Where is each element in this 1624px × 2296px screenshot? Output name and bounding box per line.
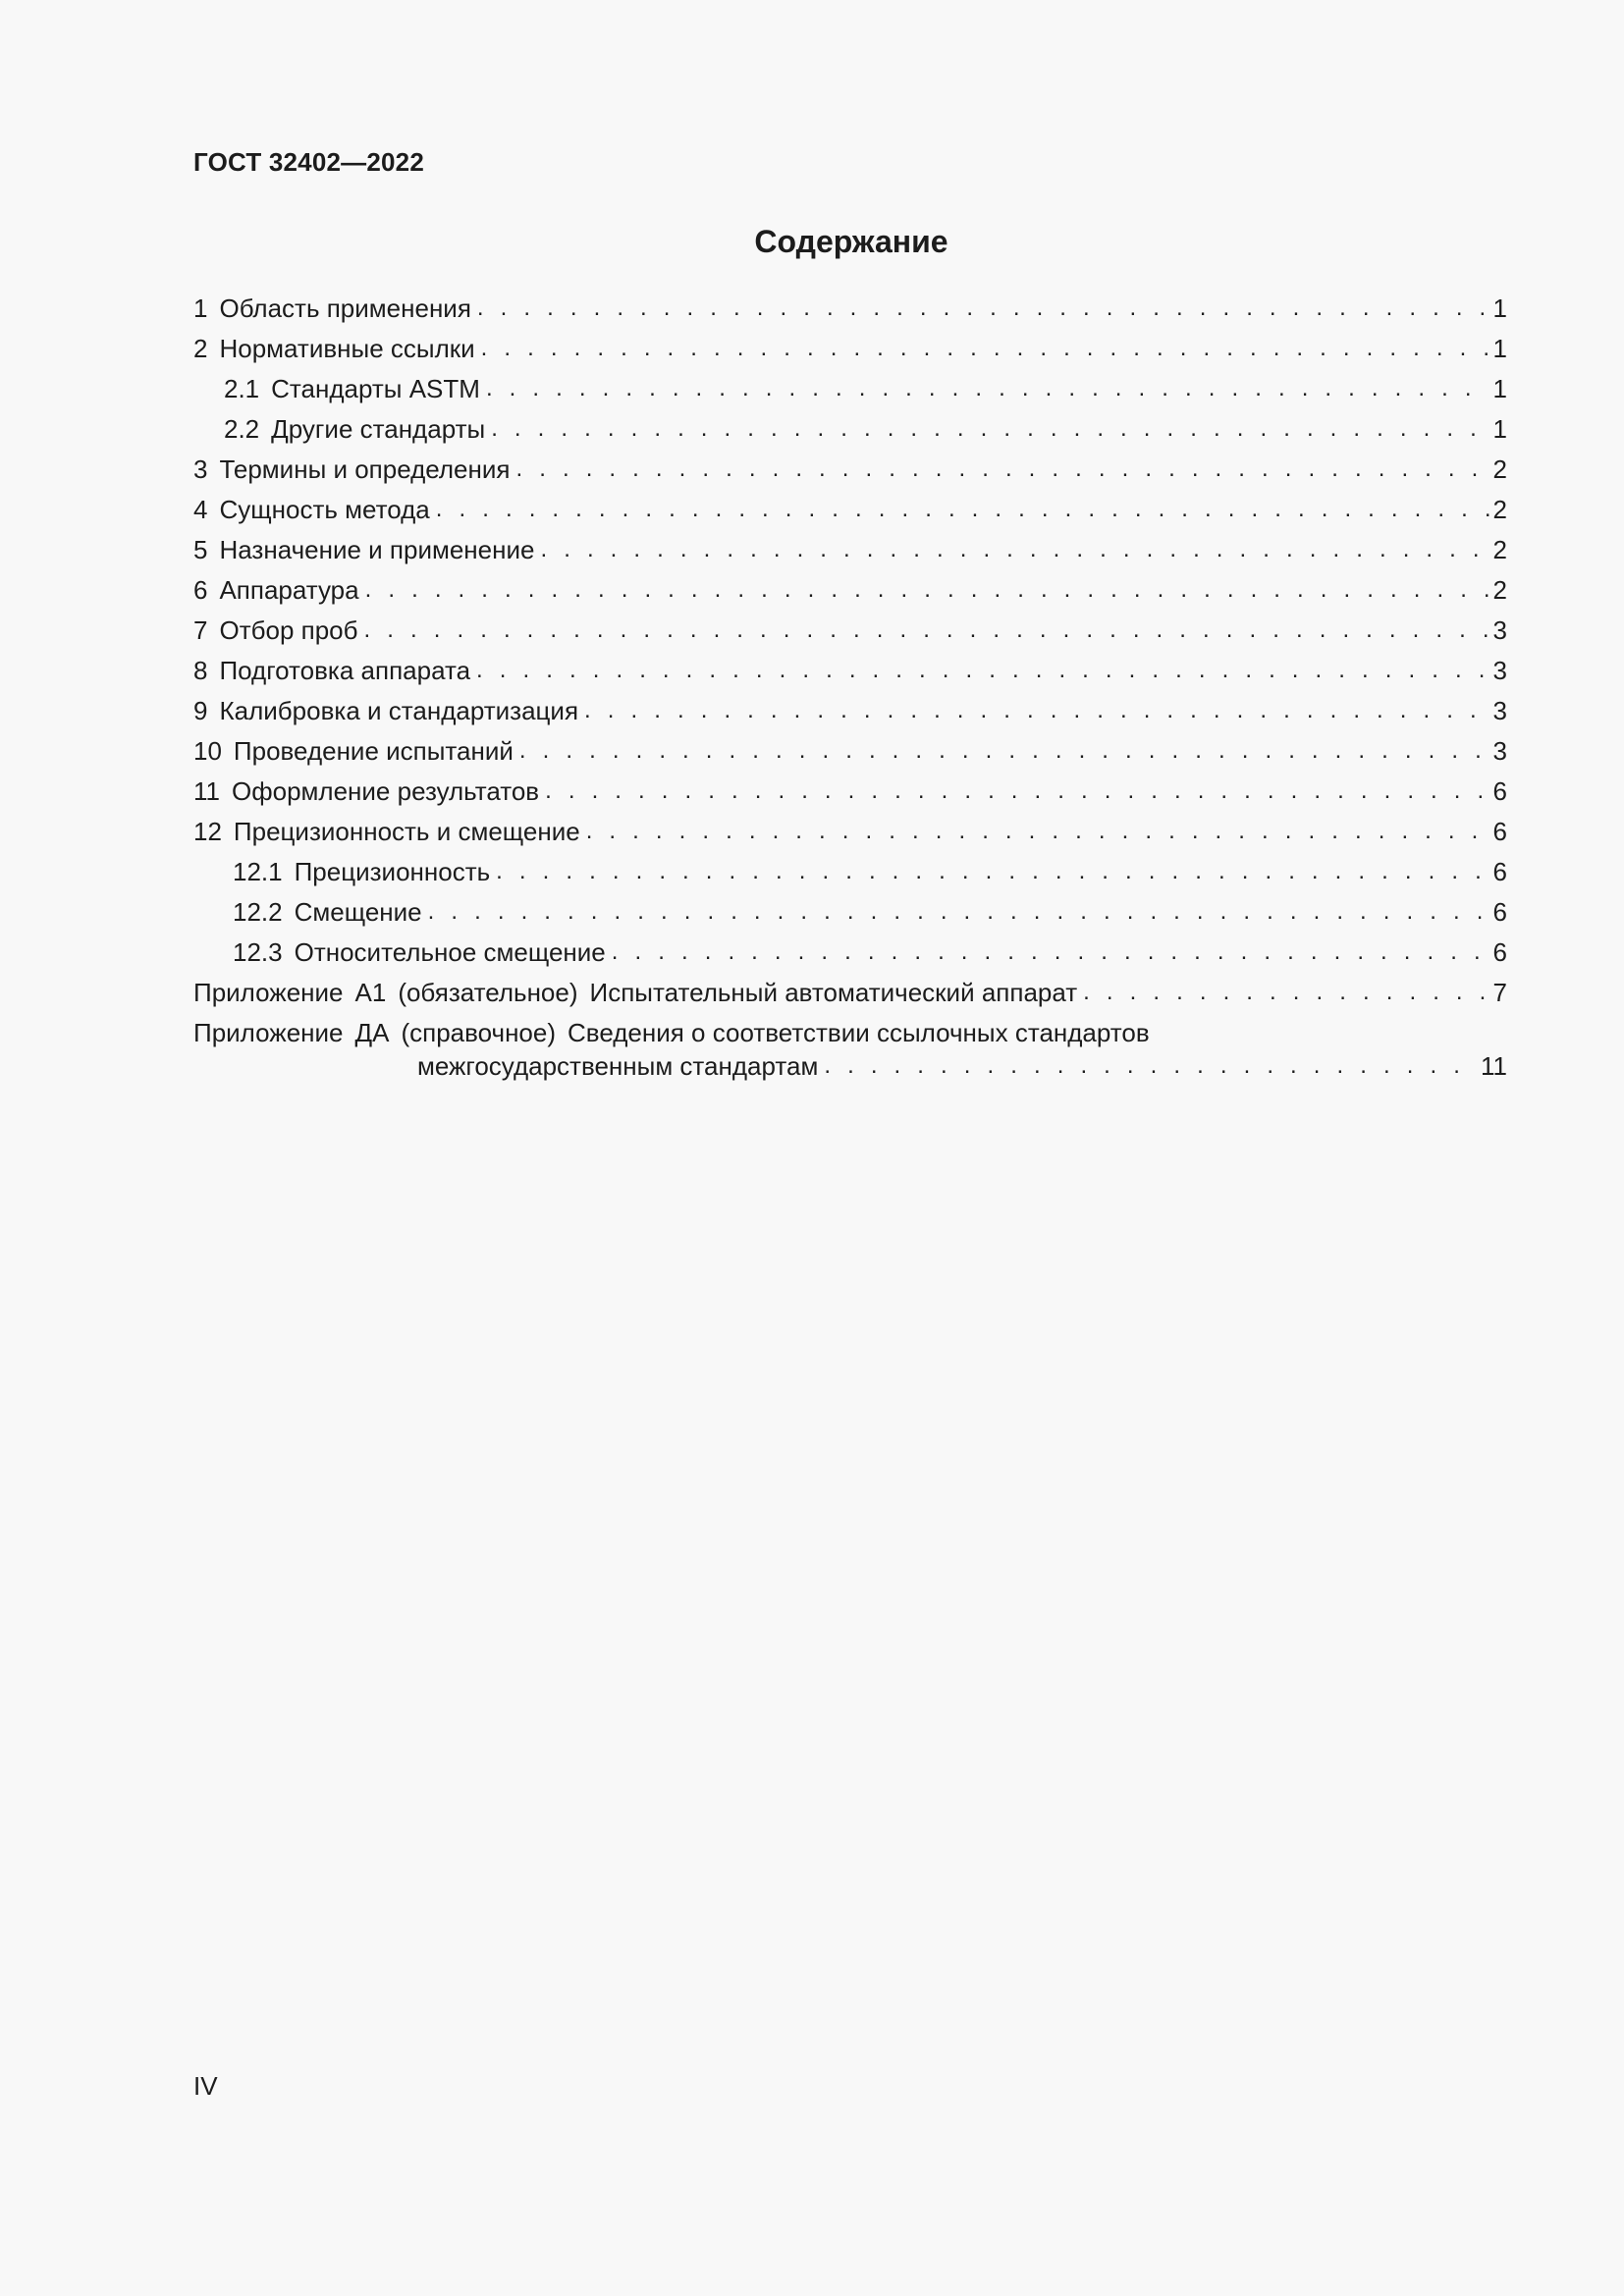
dot-leader <box>486 372 1489 405</box>
toc-entry-number: 11 <box>193 776 220 806</box>
toc-entry[interactable] <box>193 446 1507 486</box>
appendix-code: ДА <box>354 1018 390 1047</box>
toc-entry-number: 3 <box>193 454 208 484</box>
appendix-title-line1: Сведения о соответствии ссылочных стандартов <box>568 1018 1150 1047</box>
toc-entry-page: 6 <box>1492 937 1507 967</box>
toc-entry-number: 12.2 <box>233 897 283 927</box>
toc-entry-page: 7 <box>1492 978 1507 1007</box>
toc-entry-title: Калибровка и стандартизация <box>219 696 579 725</box>
toc-entry-page: 2 <box>1492 575 1507 605</box>
toc-entry[interactable] <box>193 768 1507 808</box>
toc-entry-title: Относительное смещение <box>294 937 606 967</box>
appendix-status: (обязательное) <box>398 978 578 1007</box>
toc-entry-number: 1 <box>193 294 208 323</box>
toc-subentry[interactable] <box>193 405 1507 446</box>
toc-entry-number: 2 <box>193 334 208 363</box>
toc-entry-title: Аппаратура <box>219 575 359 605</box>
dot-leader <box>612 935 1489 969</box>
toc-subentry[interactable] <box>193 365 1507 405</box>
toc-entry-title: Термины и определения <box>219 454 511 484</box>
toc-entry-title: Прецизионность и смещение <box>233 817 580 846</box>
toc-entry-title: Сущность метода <box>219 495 430 524</box>
toc-entry-number: 12.3 <box>233 937 283 967</box>
dot-leader <box>586 815 1489 848</box>
appendix-status: (справочное) <box>401 1018 557 1047</box>
toc-entry-title: Стандарты ASTM <box>271 374 480 403</box>
toc-entry[interactable] <box>193 325 1507 365</box>
toc-appendix-a1[interactable] <box>193 969 1507 1009</box>
toc-entry[interactable] <box>193 647 1507 687</box>
toc-entry-number: 12.1 <box>233 857 283 886</box>
toc-entry-title: Смещение <box>294 897 422 927</box>
toc-title: Содержание <box>754 224 948 259</box>
dot-leader <box>481 332 1489 365</box>
toc-entry-title: Прецизионность <box>294 857 491 886</box>
toc-entry-page: 2 <box>1492 535 1507 564</box>
toc-entry[interactable] <box>193 566 1507 607</box>
dot-leader <box>428 895 1489 929</box>
appendix-label: Приложение <box>193 978 344 1007</box>
toc-entry[interactable] <box>193 486 1507 526</box>
toc-entry-title: Другие стандарты <box>271 414 486 444</box>
toc-subentry[interactable] <box>193 888 1507 929</box>
toc-entry-title: Область применения <box>219 294 471 323</box>
toc-entry-title: Отбор проб <box>219 615 358 645</box>
toc-entry-page: 2 <box>1492 495 1507 524</box>
toc-entry-number: 2.2 <box>224 414 260 444</box>
toc-entry-number: 2.1 <box>224 374 260 403</box>
toc-entry-page: 3 <box>1492 615 1507 645</box>
dot-leader <box>476 654 1489 687</box>
toc-entry-page: 3 <box>1492 656 1507 685</box>
toc-entry-page: 6 <box>1492 817 1507 846</box>
dot-leader <box>515 453 1489 486</box>
toc-entry-page: 3 <box>1492 736 1507 766</box>
dot-leader <box>584 694 1489 727</box>
toc-entry[interactable] <box>193 687 1507 727</box>
toc-entry-title: Оформление результатов <box>232 776 540 806</box>
dot-leader <box>364 614 1489 647</box>
table-of-contents <box>193 285 1507 1083</box>
appendix-title-line2: межгосударственным стандартам <box>417 1051 819 1081</box>
toc-entry-page: 1 <box>1492 334 1507 363</box>
toc-entry-number: 5 <box>193 535 208 564</box>
toc-appendix-da[interactable] <box>193 1016 1507 1083</box>
toc-entry-number: 12 <box>193 817 222 846</box>
toc-entry-number: 9 <box>193 696 208 725</box>
appendix-label: Приложение <box>193 1018 344 1047</box>
dot-leader <box>824 1049 1477 1083</box>
toc-entry-page: 6 <box>1492 776 1507 806</box>
toc-entry-number: 8 <box>193 656 208 685</box>
toc-entry-title: Проведение испытаний <box>233 736 514 766</box>
dot-leader <box>491 412 1489 446</box>
toc-entry-page: 1 <box>1492 414 1507 444</box>
toc-entry-page: 11 <box>1481 1051 1507 1081</box>
dot-leader <box>365 573 1489 607</box>
toc-entry[interactable] <box>193 285 1507 325</box>
toc-entry-number: 7 <box>193 615 208 645</box>
toc-entry-page: 1 <box>1492 294 1507 323</box>
appendix-title: Испытательный автоматический аппарат <box>589 978 1078 1007</box>
toc-entry[interactable] <box>193 808 1507 848</box>
toc-entry[interactable] <box>193 526 1507 566</box>
page-number: IV <box>193 2071 218 2101</box>
toc-entry-page: 3 <box>1492 696 1507 725</box>
toc-entry-number: 4 <box>193 495 208 524</box>
dot-leader <box>1083 976 1489 1009</box>
toc-entry[interactable] <box>193 727 1507 768</box>
toc-entry-page: 1 <box>1492 374 1507 403</box>
toc-entry-number: 10 <box>193 736 222 766</box>
document-id: ГОСТ 32402—2022 <box>193 147 424 177</box>
dot-leader <box>519 734 1489 768</box>
dot-leader <box>436 493 1489 526</box>
toc-subentry[interactable] <box>193 848 1507 888</box>
toc-entry-title: Нормативные ссылки <box>219 334 475 363</box>
toc-entry-page: 6 <box>1492 897 1507 927</box>
toc-entry-page: 6 <box>1492 857 1507 886</box>
toc-entry-number: 6 <box>193 575 208 605</box>
dot-leader <box>477 292 1489 325</box>
toc-subentry[interactable] <box>193 929 1507 969</box>
dot-leader <box>540 533 1489 566</box>
dot-leader <box>545 774 1489 808</box>
toc-entry-title: Подготовка аппарата <box>219 656 471 685</box>
toc-entry-title: Назначение и применение <box>219 535 535 564</box>
toc-entry[interactable] <box>193 607 1507 647</box>
toc-entry-page: 2 <box>1492 454 1507 484</box>
dot-leader <box>496 855 1489 888</box>
appendix-code: А1 <box>354 978 387 1007</box>
